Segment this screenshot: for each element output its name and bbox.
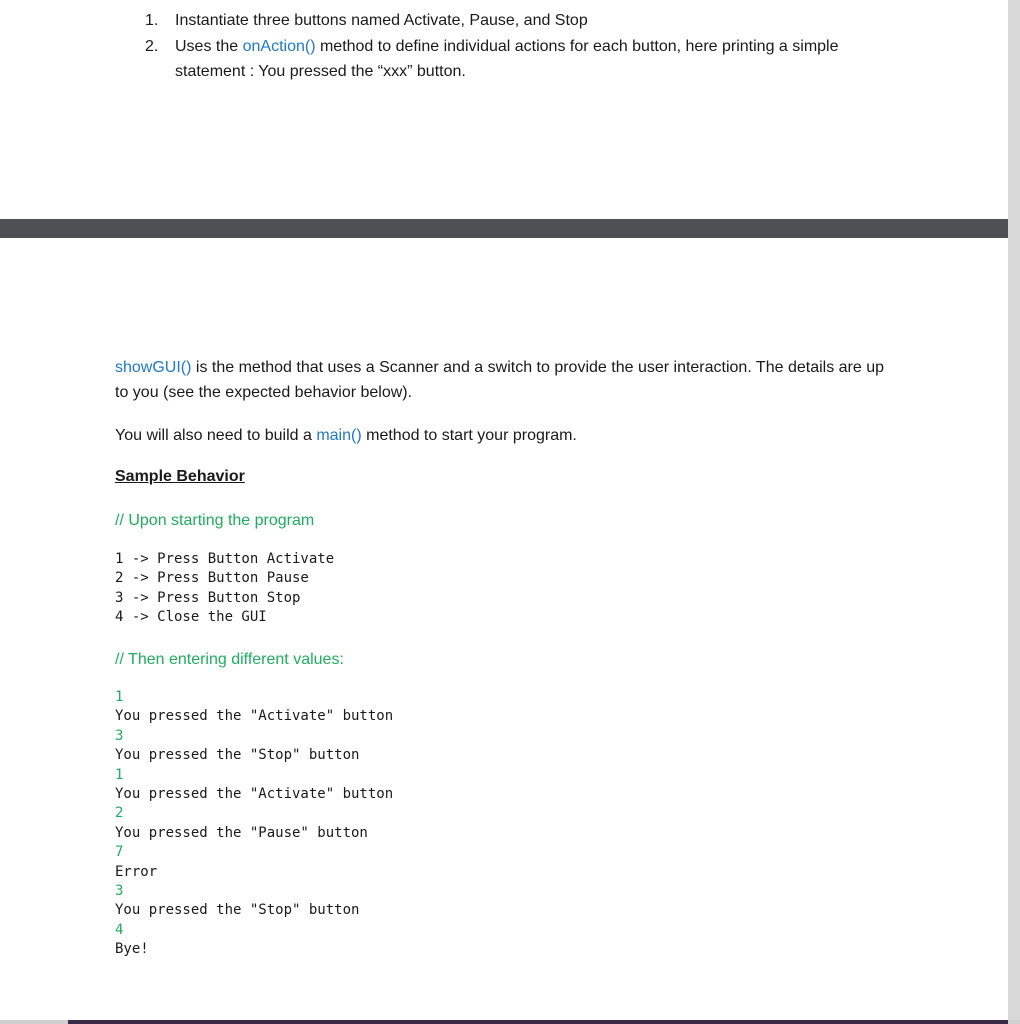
- method-name: showGUI(): [115, 359, 192, 376]
- program-output: You pressed the "Pause" button: [115, 824, 368, 841]
- main-paragraph: You will also need to build a main() method to start your program.: [115, 427, 577, 444]
- user-input: 2: [115, 805, 124, 822]
- numbered-list: [145, 8, 905, 85]
- user-input: 1: [115, 766, 124, 783]
- user-input: 3: [115, 883, 124, 900]
- user-input: 1: [115, 689, 124, 705]
- page-separator: [0, 219, 1008, 238]
- list-number: 2.: [145, 37, 159, 55]
- taskbar-accent: [68, 1020, 1008, 1024]
- program-output: Error: [115, 863, 158, 880]
- showgui-paragraph: showGUI() is the method that uses a Scanner and a switch to provide the user interaction. The details are up to you (see the expected behavior below).: [115, 359, 885, 401]
- method-name: onAction(): [242, 37, 316, 55]
- program-output: Bye!: [115, 941, 149, 958]
- code-line: 3 -> Press Button Stop: [115, 589, 301, 606]
- code-comment: // Upon starting the program: [115, 512, 315, 529]
- list-item: [145, 8, 905, 34]
- user-input: 3: [115, 727, 124, 744]
- document-page-1: [0, 0, 1008, 219]
- program-output: You pressed the "Stop" button: [115, 747, 360, 764]
- program-output: You pressed the "Activate" button: [115, 708, 394, 725]
- menu-output: [115, 550, 334, 628]
- user-input: 7: [115, 844, 124, 861]
- bottom-taskbar-strip: [0, 1020, 1020, 1024]
- program-output: You pressed the "Stop" button: [115, 902, 360, 919]
- list-text: Instantiate three buttons named Activate, Pause, and Stop: [175, 12, 588, 29]
- method-name: main(): [316, 427, 362, 444]
- session-output: [115, 688, 393, 960]
- code-line: 1 -> Press Button Activate: [115, 551, 335, 567]
- document-page-2: [0, 238, 1008, 1020]
- code-comment: // Then entering different values:: [115, 651, 344, 668]
- list-item: [145, 34, 905, 85]
- list-number: 1.: [145, 12, 159, 29]
- viewer-scroll-edge: [1008, 0, 1020, 1024]
- code-line: 2 -> Press Button Pause: [115, 570, 309, 587]
- user-input: 4: [115, 921, 124, 938]
- code-line: 4 -> Close the GUI: [115, 609, 267, 626]
- section-heading: Sample Behavior: [115, 468, 245, 485]
- program-output: You pressed the "Activate" button: [115, 786, 394, 803]
- list-text: Uses the onAction() method to define individual actions for each button, here printing a simple statement : You pressed the “xxx” button.: [175, 37, 839, 80]
